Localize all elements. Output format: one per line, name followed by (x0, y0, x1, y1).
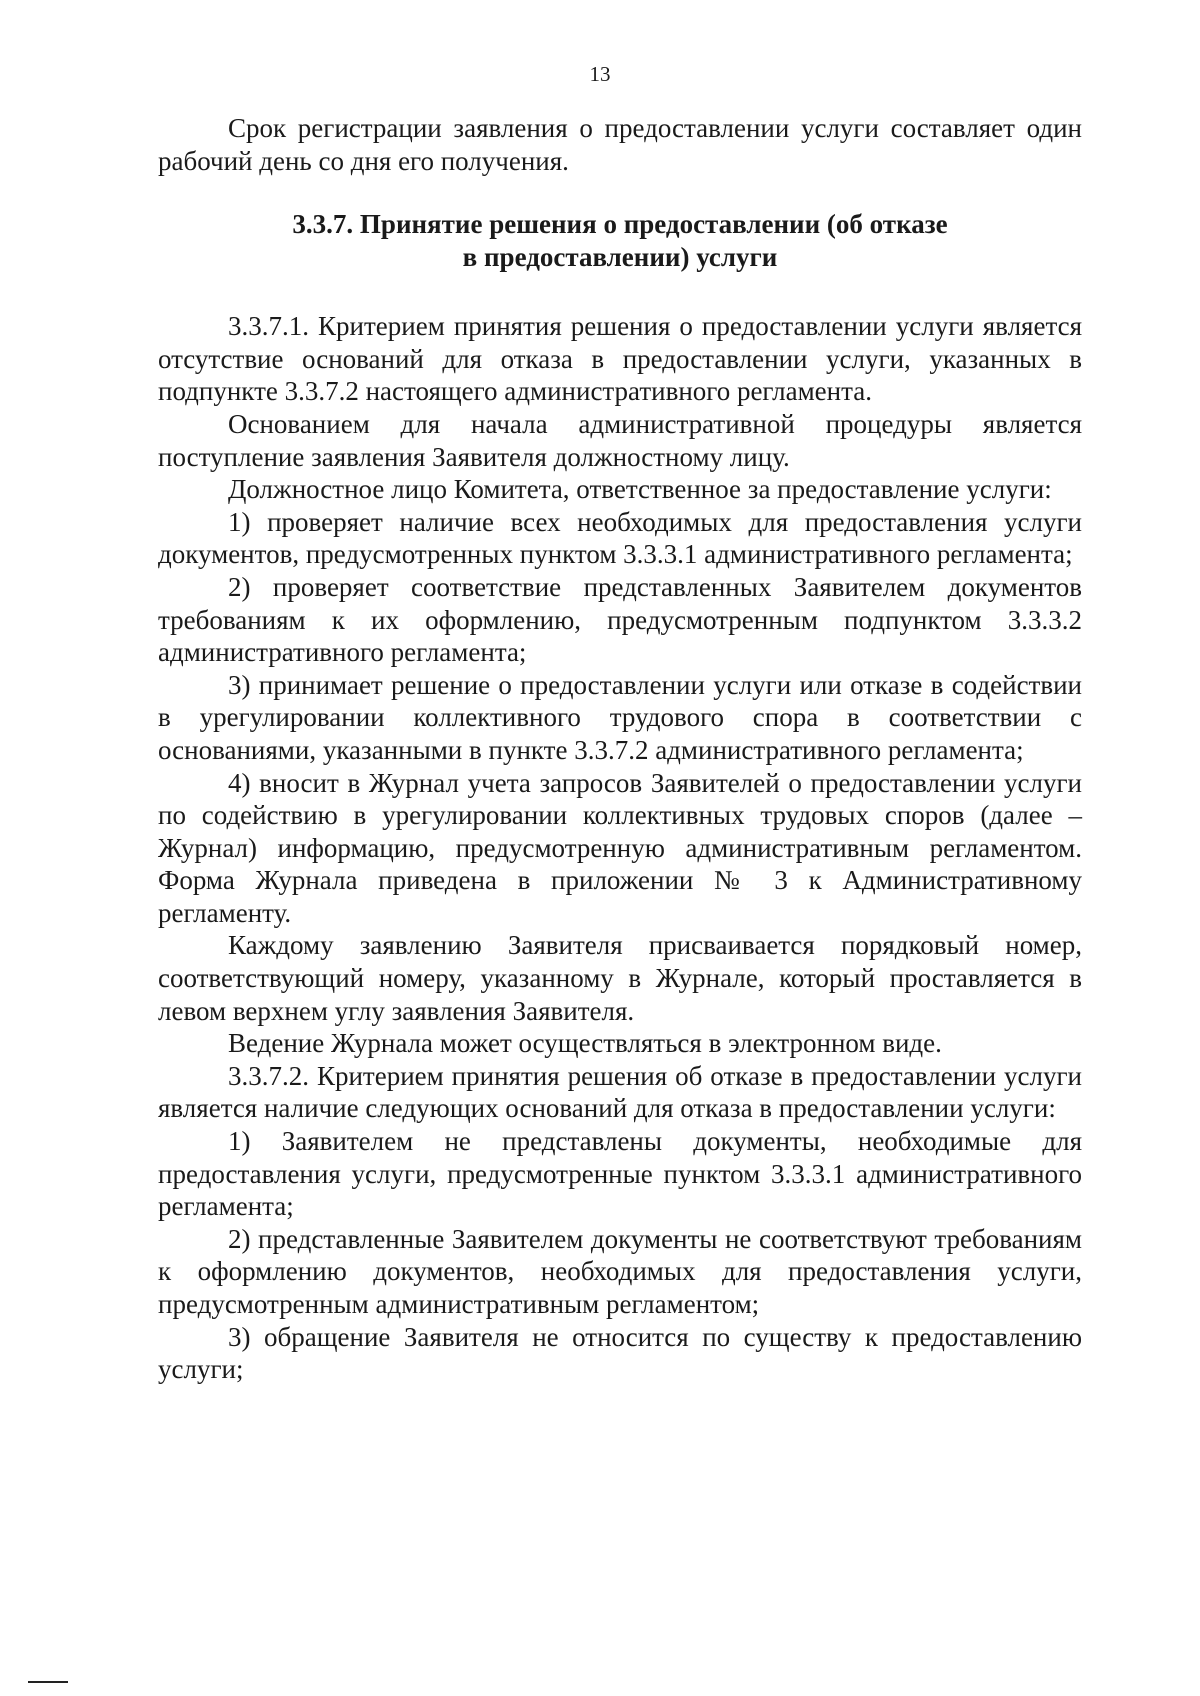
refusal-item-1: 1) Заявителем не представлены документы, необходимые для предоставления услуги, предусмотренные пунктом 3.3.3.1 административного регламента; (158, 1126, 1082, 1222)
paragraph-criterion-3-3-7-2: 3.3.7.2. Критерием принятия решения об отказе в предоставлении услуги является наличие следующих оснований для отказа в предоставлении услуги: (158, 1060, 1082, 1124)
page-number: 13 (589, 62, 611, 86)
list-item-4: 4) вносит в Журнал учета запросов Заявителей о предоставлении услуги по содействию в урегулировании коллективных трудовых споров (далее – Журнал) информацию, предусмотренную административным регламентом. Форма Журнала приведена в приложении № 3 к Административному регламенту. (158, 767, 1082, 928)
paragraph-registration-number: Каждому заявлению Заявителя присваивается порядковый номер, соответствующий номеру, указанному в Журнале, который проставляется в левом верхнем углу заявления Заявителя. (158, 930, 1082, 1026)
list-item-1: 1) проверяет наличие всех необходимых для предоставления услуги документов, предусмотренных пунктом 3.3.3.1 административного регламента; (158, 506, 1082, 570)
paragraph-official-duties: Должностное лицо Комитета, ответственное за предоставление услуги: (228, 474, 1052, 505)
document-body (158, 112, 1082, 1386)
refusal-item-2: 2) представленные Заявителем документы не соответствуют требованиям к оформлению документов, необходимых для предоставления услуги, предусмотренным административным регламентом; (158, 1223, 1082, 1319)
refusal-item-3: 3) обращение Заявителя не относится по существу к предоставлению услуги; (158, 1321, 1082, 1385)
paragraph-electronic-journal: Ведение Журнала может осуществляться в электронном виде. (228, 1028, 942, 1059)
section-heading-line-1: 3.3.7. Принятие решения о предоставлении (об отказе (292, 209, 948, 240)
paragraph-procedure-basis: Основанием для начала административной процедуры является поступление заявления Заявителя должностному лицу. (158, 408, 1082, 472)
list-item-3: 3) принимает решение о предоставлении услуги или отказе в содействии в урегулировании коллективного трудового спора в соответствии с основаниями, указанными в пункте 3.3.7.2 административного регламента; (158, 669, 1082, 765)
section-heading (158, 208, 1082, 274)
intro-paragraph: Срок регистрации заявления о предоставлении услуги составляет один рабочий день со дня его получения. (158, 113, 1082, 176)
paragraph-criterion-3-3-7-1: 3.3.7.1. Критерием принятия решения о предоставлении услуги является отсутствие оснований для отказа в предоставлении услуги, указанных в подпункте 3.3.7.2 настоящего административного регламента. (158, 311, 1082, 407)
list-item-2: 2) проверяет соответствие представленных Заявителем документов требованиям к их оформлению, предусмотренным подпунктом 3.3.3.2 административного регламента; (158, 571, 1082, 668)
section-heading-line-2: в предоставлении) услуги (462, 242, 778, 273)
footer-line-mark (28, 1681, 68, 1683)
